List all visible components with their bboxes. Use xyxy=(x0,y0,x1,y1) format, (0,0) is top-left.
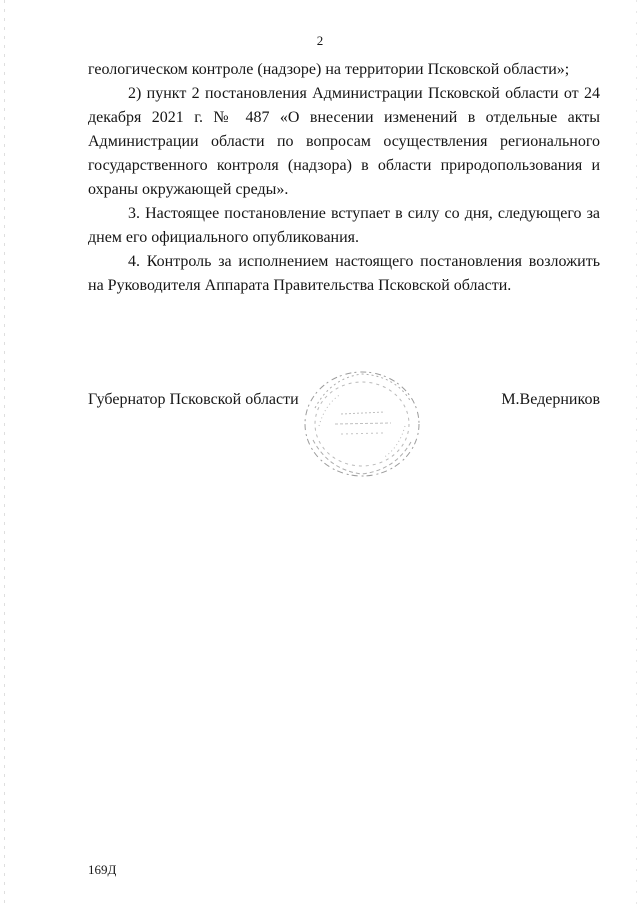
document-code: 169Д xyxy=(88,862,117,877)
scan-edge-right xyxy=(636,0,637,905)
signatory-name: М.Ведерников xyxy=(501,391,600,408)
paragraph-item-3: 3. Настоящее постановление вступает в силу со дня, следующего за днем его официального опубликования. xyxy=(88,205,600,246)
signatory-title: Губернатор Псковской области xyxy=(88,391,299,408)
paragraph-item-2: 2) пункт 2 постановления Администрации Псковской области от 24 декабря 2021 г. № 487 «О внесении изменений в отдельные акты Администрации области по вопросам осуществления регионального государственного контроля (надзора) в области природопользования и охраны окружающей среды». xyxy=(88,85,600,198)
official-seal-stamp-icon xyxy=(301,368,423,480)
paragraph-continuation: геологическом контроле (надзоре) на территории Псковской области»; xyxy=(88,61,570,78)
document-body xyxy=(88,58,600,298)
scan-edge-left xyxy=(4,0,5,905)
page-number: 2 xyxy=(316,33,324,48)
paragraph-item-4: 4. Контроль за исполнением настоящего постановления возложить на Руководителя Аппарата Правительства Псковской области. xyxy=(88,253,600,294)
